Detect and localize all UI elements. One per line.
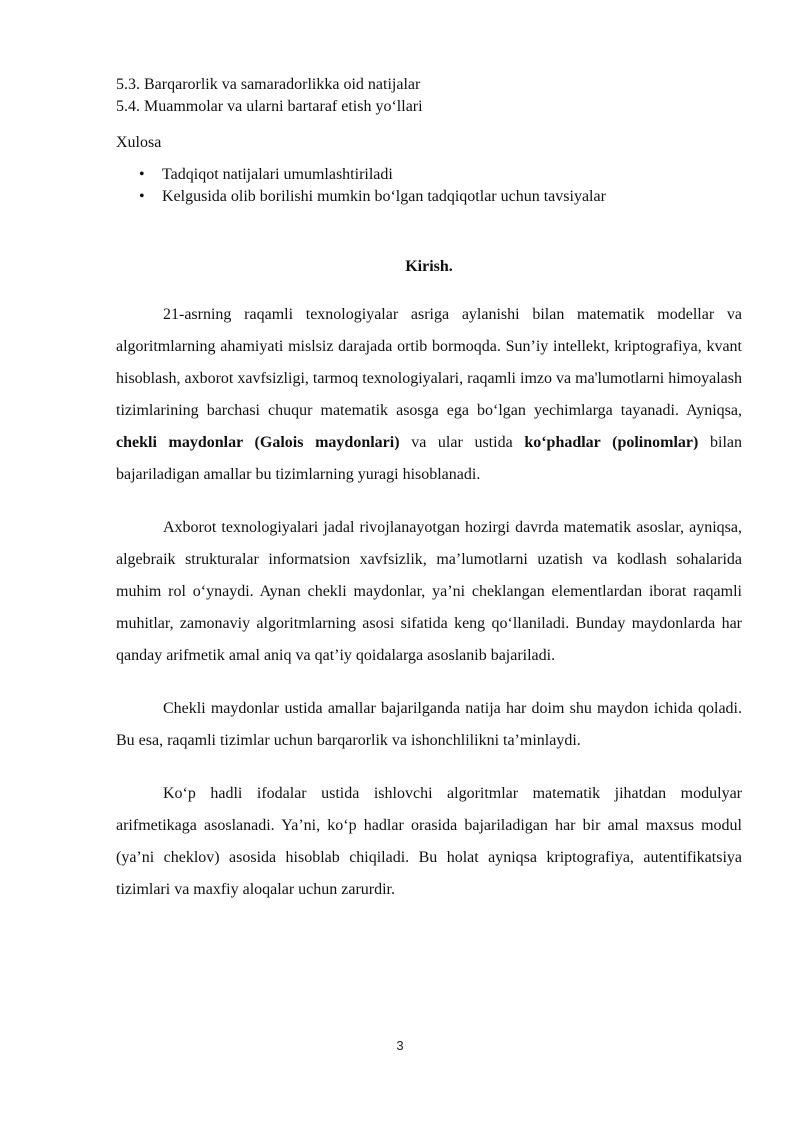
paragraph-text: 21-asrning raqamli texnologiyalar asriga aylanishi bilan matematik modellar va algoritmlarning ahamiyati mislsiz darajada ortib bormoqda. Sun’iy intellekt, kriptografiya, kvant hisoblash, axborot xavfsizligi, tarmoq texnologiyalari, raqamli imzo va ma'lumotlarni himoyalash tizimlarining barchasi chuqur matematik asosga ega bo‘lgan yechimlarga tayanadi. Ayniqsa, <box>116 306 742 419</box>
paragraph-text: va ular ustida <box>399 434 525 451</box>
paragraph-intro <box>116 299 742 491</box>
list-item-text: Tadqiqot natijalari umumlashtiriladi <box>162 166 393 183</box>
bold-term-galois-fields: chekli maydonlar (Galois maydonlari) <box>116 434 400 451</box>
paragraph-field-closure: Chekli maydonlar ustida amallar bajarilganda natija har doim shu maydon ichida qoladi. Bu esa, raqamli tizimlar uchun barqarorlik va ishonchlilikni ta’minlaydi. <box>116 700 742 749</box>
document-page <box>116 74 742 906</box>
toc-item-5-3: 5.3. Barqarorlik va samaradorlikka oid natijalar <box>116 76 421 93</box>
bold-term-polynomials: ko‘phadlar (polinomlar) <box>524 434 699 451</box>
section-heading: Kirish. <box>405 258 453 275</box>
list-item <box>116 186 742 208</box>
bullet-icon: • <box>139 166 145 183</box>
conclusion-bullet-list <box>116 164 742 208</box>
paragraph-modular-arithmetic: Ko‘p hadli ifodalar ustida ishlovchi algoritmlar matematik jihatdan modulyar arifmetikaga asoslanadi. Ya’ni, ko‘p hadlar orasida bajariladigan har bir amal maxsus modul (ya’ni cheklov) asosida hisoblab chiqiladi. Bu holat ayniqsa kriptografiya, autentifikatsiya tizimlari va maxfiy aloqalar uchun zarurdir. <box>116 785 742 898</box>
list-item-text: Kelgusida olib borilishi mumkin bo‘lgan tadqiqotlar uchun tavsiyalar <box>162 188 606 205</box>
toc-conclusion-label: Xulosa <box>116 134 162 151</box>
toc-item-5-4: 5.4. Muammolar va ularni bartaraf etish yo‘llari <box>116 98 423 115</box>
bullet-icon: • <box>139 188 145 205</box>
list-item <box>116 164 742 186</box>
paragraph-text: bilan bajariladigan amallar bu tizimlarning yuragi hisoblanadi. <box>116 434 742 483</box>
page-number: 3 <box>396 1038 404 1053</box>
paragraph-algebraic-structures: Axborot texnologiyalari jadal rivojlanayotgan hozirgi davrda matematik asoslar, ayniqsa, algebraik strukturalar informatsion xavfsizlik, ma’lumotlarni uzatish va kodlash sohalarida muhim rol o‘ynaydi. Aynan chekli maydonlar, ya’ni cheklangan elementlardan iborat raqamli muhitlar, zamonaviy algoritmlarning asosi sifatida keng qo‘llaniladi. Bunday maydonlarda har qanday arifmetik amal aniq va qat’iy qoidalarga asoslanib bajariladi. <box>116 519 742 664</box>
